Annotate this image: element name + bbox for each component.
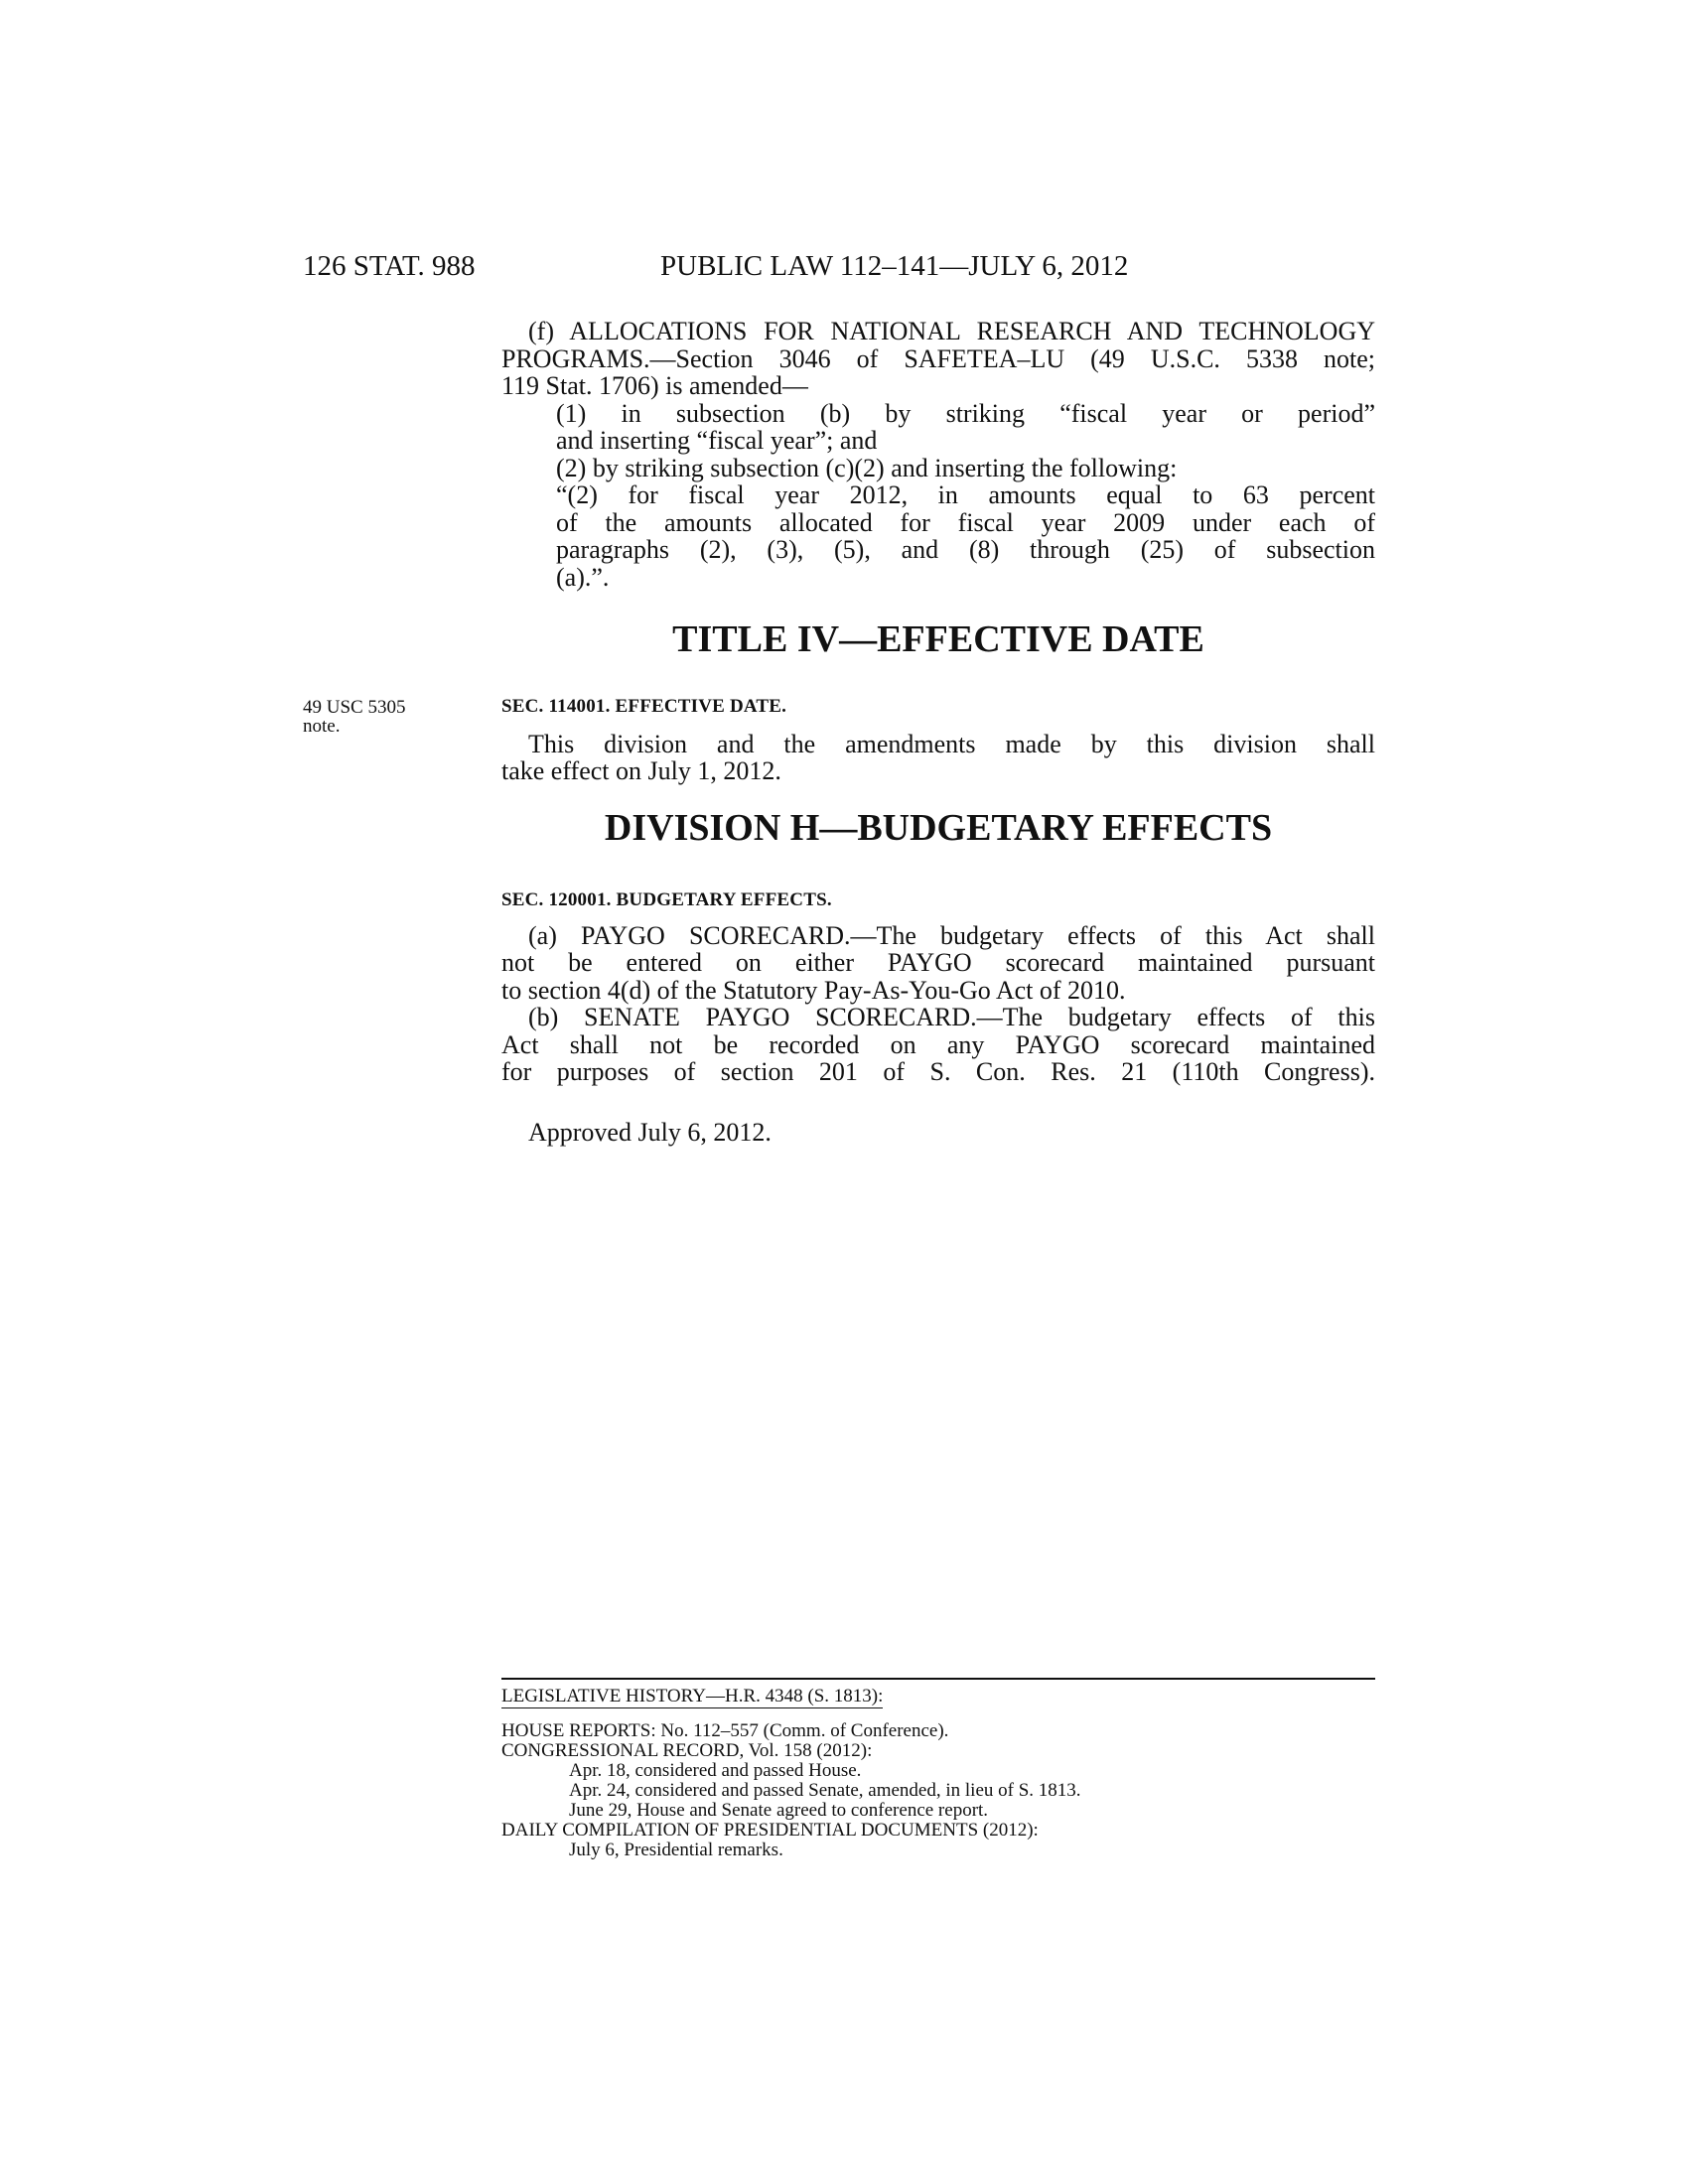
item-1-line-2: and inserting “fiscal year”; and xyxy=(556,426,878,455)
para-b-line-2: Act shall not be recorded on any PAYGO scorecard maintained xyxy=(501,1029,1375,1059)
section-f-line-3: 119 Stat. 1706) is amended— xyxy=(501,371,808,400)
list-item: June 29, House and Senate agreed to conference report. xyxy=(569,1800,989,1821)
para-b-line-3: for purposes of section 201 of S. Con. Res. 21 (110th Congress). xyxy=(501,1057,1375,1086)
running-head-title: PUBLIC LAW 112–141—JULY 6, 2012 xyxy=(660,250,1129,282)
section-f-allocations xyxy=(501,318,1375,591)
quote-line-2: of the amounts allocated for fiscal year 2009 under each of xyxy=(556,507,1375,537)
legislative-history-heading: LEGISLATIVE HISTORY—H.R. 4348 (S. 1813): xyxy=(501,1686,884,1706)
section-f-line-2-text: PROGRAMS.—Section 3046 of SAFETEA–LU (49 U.S.C. 5338 note; xyxy=(501,343,1375,373)
para-b-line-1: (b) SENATE PAYGO SCORECARD.—The budgetary effects of this xyxy=(528,1003,1375,1031)
title-iv-heading: TITLE IV—EFFECTIVE DATE xyxy=(672,618,1204,660)
sec-114001 xyxy=(501,693,1375,785)
margin-note-line-2: note. xyxy=(303,716,341,737)
congressional-record-line: CONGRESSIONAL RECORD, Vol. 158 (2012): xyxy=(501,1740,873,1761)
sec-114001-heading: SEC. 114001. EFFECTIVE DATE. xyxy=(501,696,787,717)
list-item: Apr. 24, considered and passed Senate, amended, in lieu of S. 1813. xyxy=(569,1780,1081,1801)
item-1-line-1: (1) in subsection (b) by striking “fiscal year or period” xyxy=(556,398,1375,428)
quote-line-4: (a).”. xyxy=(556,562,610,592)
sec-120001-heading: SEC. 120001. BUDGETARY EFFECTS. xyxy=(501,889,832,910)
margin-note-citation xyxy=(303,698,405,736)
sec-120001 xyxy=(501,887,1375,1086)
sec-114001-line-2: take effect on July 1, 2012. xyxy=(501,756,781,785)
quote-line-3: paragraphs (2), (3), (5), and (8) through (25) of subsection xyxy=(556,535,1375,564)
quote-line-1: “(2) for fiscal year 2012, in amounts equal to 63 percent xyxy=(556,480,1375,509)
list-item: Apr. 18, considered and passed House. xyxy=(569,1760,862,1781)
house-reports-line: HOUSE REPORTS: No. 112–557 (Comm. of Conference). xyxy=(501,1720,949,1741)
para-a-line-1: (a) PAYGO SCORECARD.—The budgetary effects of this Act shall xyxy=(528,920,1375,950)
list-item: July 6, Presidential remarks. xyxy=(569,1840,783,1860)
division-h-heading: DIVISION H—BUDGETARY EFFECTS xyxy=(604,807,1273,849)
item-2-line: (2) by striking subsection (c)(2) and inserting the following: xyxy=(556,453,1178,482)
daily-compilation-line: DAILY COMPILATION OF PRESIDENTIAL DOCUMENTS (2012): xyxy=(501,1820,1039,1841)
approval-date: Approved July 6, 2012. xyxy=(528,1118,772,1147)
sec-114001-line-1: This division and the amendments made by this division shall xyxy=(528,729,1375,758)
para-a-line-3: to section 4(d) of the Statutory Pay-As-You-Go Act of 2010. xyxy=(501,975,1126,1005)
margin-note-line-1: 49 USC 5305 xyxy=(303,697,406,718)
section-f-line-2 xyxy=(501,345,1375,373)
section-f-line-1-text: (f) ALLOCATIONS FOR NATIONAL RESEARCH AND TECHNOLOGY xyxy=(528,317,1375,345)
section-f-line-1 xyxy=(501,318,1375,345)
legislative-history-list xyxy=(501,1721,1375,1860)
page-stat-reference: 126 STAT. 988 xyxy=(303,250,476,282)
para-a-line-2: not be entered on either PAYGO scorecard maintained pursuant xyxy=(501,948,1375,977)
footer-rule xyxy=(501,1678,1375,1680)
